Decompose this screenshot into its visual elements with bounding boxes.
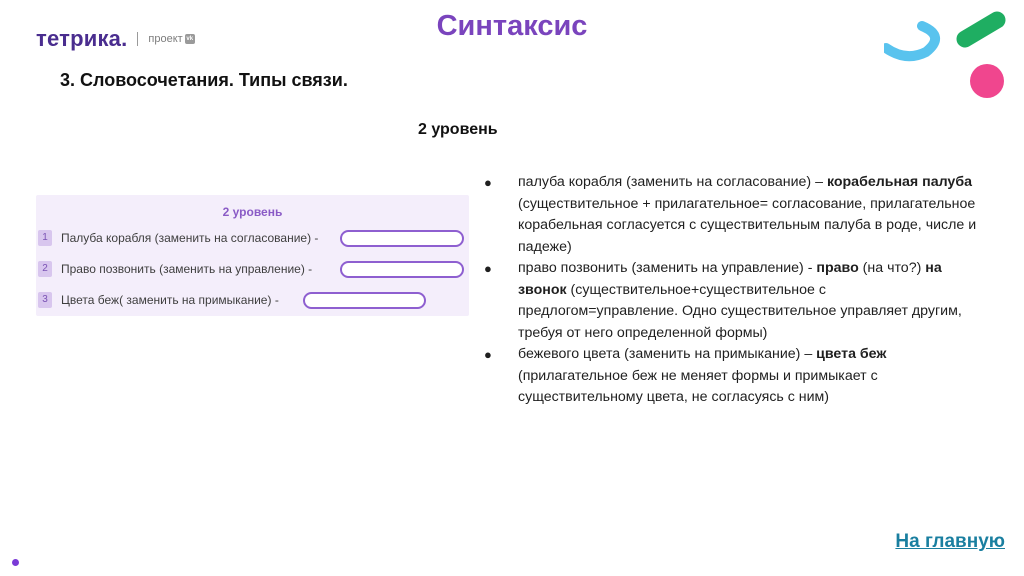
- answer-input: [340, 261, 464, 278]
- blue-arc-shape: [886, 26, 935, 56]
- slide-title: Синтаксис: [436, 10, 588, 42]
- vk-logo-icon: vk: [186, 36, 194, 42]
- section-heading: 3. Словосочетания. Типы связи.: [60, 70, 348, 90]
- home-link[interactable]: На главную: [895, 531, 1005, 552]
- list-item: [484, 344, 980, 409]
- exercise-row-number: 1: [38, 230, 52, 246]
- bullet-icon: ●: [484, 347, 492, 362]
- answer-text: право позвонить (заменить на управление) -: [518, 260, 817, 276]
- answer-list: [484, 172, 980, 409]
- answer-bold: корабельная палуба: [826, 174, 972, 190]
- level-label: 2 уровень: [418, 121, 498, 138]
- answer-input: [340, 230, 464, 247]
- project-label: проект: [148, 33, 183, 45]
- exercise-row-text: Палуба корабля (заменить на согласование) -: [61, 231, 319, 245]
- answer-text: (на что?): [858, 260, 926, 276]
- exercise-image: [36, 195, 469, 316]
- exercise-row: [38, 292, 279, 308]
- exercise-row-number: 2: [38, 261, 52, 277]
- exercise-row-text: Цвета беж( заменить на примыкание) -: [61, 293, 279, 307]
- answer-bold: на звонок: [518, 260, 942, 298]
- logo-wordmark: тетрика.: [36, 26, 128, 51]
- exercise-row-number: 3: [38, 292, 52, 308]
- list-item: [484, 172, 980, 258]
- exercise-row-text: Право позвонить (заменить на управление) -: [61, 262, 313, 276]
- answer-text: (существительное + прилагательное= согласование, прилагательное корабельная согласуется с существительным палуба в роде, числе и падеже): [518, 195, 977, 255]
- answer-bold: право: [816, 260, 859, 276]
- pink-circle-shape: [970, 64, 1004, 98]
- decorative-shapes: [884, 0, 1024, 110]
- exercise-row: [38, 230, 318, 246]
- answer-text: (существительное+существительное с предлогом=управление. Одно существительное управляет другим, требуя от него определенной формы): [518, 281, 962, 341]
- answer-text: палуба корабля (заменить на согласование) –: [518, 174, 827, 190]
- green-capsule-shape: [965, 20, 997, 39]
- exercise-heading: 2 уровень: [222, 205, 283, 219]
- list-item: [484, 258, 980, 344]
- bullet-icon: ●: [484, 261, 492, 276]
- corner-dot: [12, 559, 19, 566]
- exercise-row: [38, 261, 312, 277]
- answer-text: (прилагательное беж не меняет формы и примыкает с существительному цвета, не согласуясь с ним): [518, 367, 878, 405]
- answer-bold: цвета беж: [816, 346, 887, 362]
- bullet-icon: ●: [484, 175, 492, 190]
- answer-input: [303, 292, 426, 309]
- answer-text: бежевого цвета (заменить на примыкание) –: [518, 346, 817, 362]
